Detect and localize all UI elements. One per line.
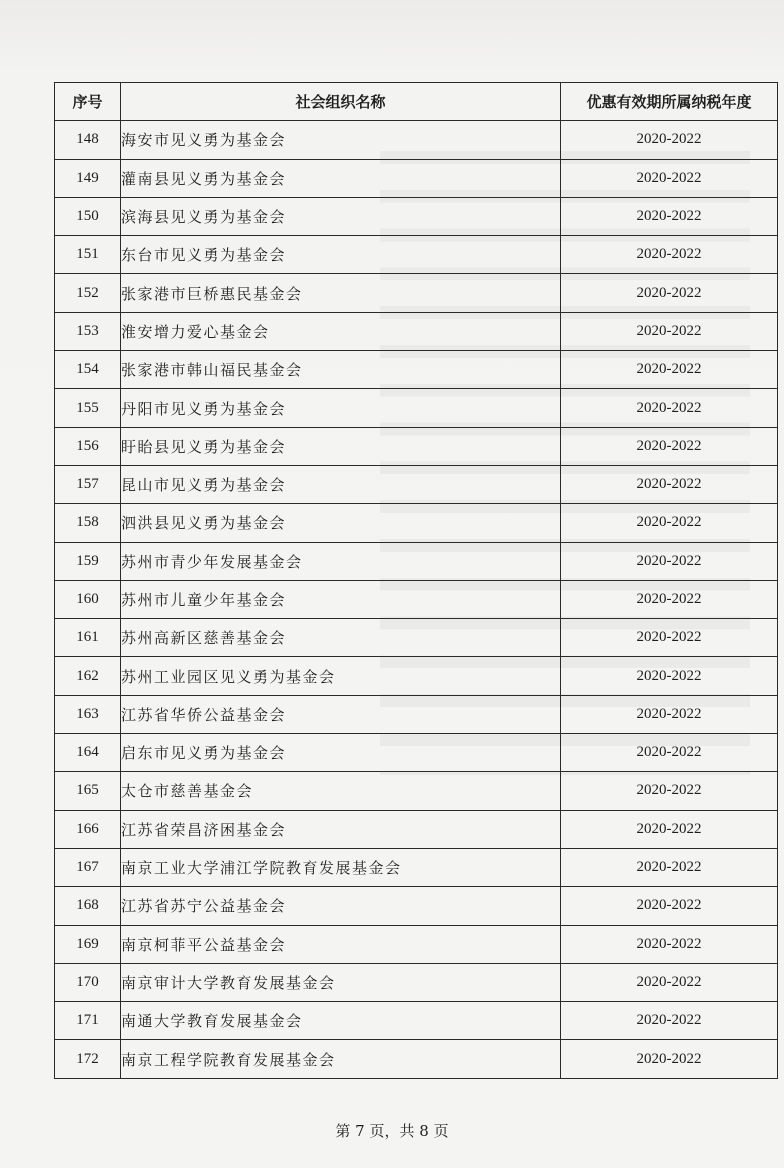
organization-name: 盱眙县见义勇为基金会 [121, 427, 561, 465]
row-index: 160 [55, 580, 121, 618]
row-index: 149 [55, 159, 121, 197]
table-row [55, 657, 778, 695]
organization-name: 灌南县见义勇为基金会 [121, 159, 561, 197]
table-row [55, 887, 778, 925]
organization-name: 南京工业大学浦江学院教育发展基金会 [121, 848, 561, 886]
tax-year-period: 2020-2022 [561, 312, 778, 350]
row-index: 165 [55, 772, 121, 810]
header-index: 序号 [55, 83, 121, 121]
tax-year-period: 2020-2022 [561, 810, 778, 848]
row-index: 156 [55, 427, 121, 465]
tax-year-period: 2020-2022 [561, 427, 778, 465]
row-index: 154 [55, 351, 121, 389]
row-index: 167 [55, 848, 121, 886]
tax-year-period: 2020-2022 [561, 887, 778, 925]
table-row [55, 389, 778, 427]
table-body [55, 121, 778, 1078]
organization-name: 泗洪县见义勇为基金会 [121, 504, 561, 542]
organization-name: 苏州市儿童少年基金会 [121, 580, 561, 618]
row-index: 170 [55, 963, 121, 1001]
row-index: 153 [55, 312, 121, 350]
tax-year-period: 2020-2022 [561, 465, 778, 503]
tax-year-period: 2020-2022 [561, 734, 778, 772]
page-footer: 第 7 页，共 8 页 [335, 1122, 449, 1140]
tax-year-period: 2020-2022 [561, 121, 778, 159]
row-index: 151 [55, 236, 121, 274]
table-row [55, 542, 778, 580]
table-row [55, 619, 778, 657]
row-index: 166 [55, 810, 121, 848]
organization-name: 滨海县见义勇为基金会 [121, 197, 561, 235]
tax-year-period: 2020-2022 [561, 197, 778, 235]
header-name: 社会组织名称 [121, 83, 561, 121]
tax-year-period: 2020-2022 [561, 351, 778, 389]
header-period: 优惠有效期所属纳税年度 [561, 83, 778, 121]
tax-year-period: 2020-2022 [561, 925, 778, 963]
organization-name: 南京审计大学教育发展基金会 [121, 963, 561, 1001]
row-index: 155 [55, 389, 121, 427]
tax-year-period: 2020-2022 [561, 580, 778, 618]
tax-year-period: 2020-2022 [561, 504, 778, 542]
tax-year-period: 2020-2022 [561, 1040, 778, 1078]
tax-year-period: 2020-2022 [561, 963, 778, 1001]
row-index: 150 [55, 197, 121, 235]
tax-year-period: 2020-2022 [561, 236, 778, 274]
organization-name: 太仓市慈善基金会 [121, 772, 561, 810]
row-index: 158 [55, 504, 121, 542]
tax-year-period: 2020-2022 [561, 274, 778, 312]
tax-year-period: 2020-2022 [561, 695, 778, 733]
organization-name: 淮安增力爱心基金会 [121, 312, 561, 350]
table-header-row [55, 83, 778, 121]
organization-name: 东台市见义勇为基金会 [121, 236, 561, 274]
table-row [55, 772, 778, 810]
organization-name: 南京工程学院教育发展基金会 [121, 1040, 561, 1078]
table-row [55, 695, 778, 733]
row-index: 161 [55, 619, 121, 657]
tax-year-period: 2020-2022 [561, 1002, 778, 1040]
row-index: 168 [55, 887, 121, 925]
organization-name: 南通大学教育发展基金会 [121, 1002, 561, 1040]
table-row [55, 504, 778, 542]
table-row [55, 121, 778, 159]
organization-name: 江苏省华侨公益基金会 [121, 695, 561, 733]
organization-name: 苏州高新区慈善基金会 [121, 619, 561, 657]
tax-year-period: 2020-2022 [561, 657, 778, 695]
organization-name: 江苏省苏宁公益基金会 [121, 887, 561, 925]
organization-name: 张家港市韩山福民基金会 [121, 351, 561, 389]
row-index: 157 [55, 465, 121, 503]
organization-name: 江苏省荣昌济困基金会 [121, 810, 561, 848]
organization-name: 海安市见义勇为基金会 [121, 121, 561, 159]
table-row [55, 159, 778, 197]
organization-name: 张家港市巨桥惠民基金会 [121, 274, 561, 312]
row-index: 171 [55, 1002, 121, 1040]
table-row [55, 925, 778, 963]
table-row [55, 465, 778, 503]
row-index: 164 [55, 734, 121, 772]
organization-name: 昆山市见义勇为基金会 [121, 465, 561, 503]
organization-name: 苏州工业园区见义勇为基金会 [121, 657, 561, 695]
row-index: 172 [55, 1040, 121, 1078]
organization-name: 丹阳市见义勇为基金会 [121, 389, 561, 427]
row-index: 148 [55, 121, 121, 159]
table-row [55, 351, 778, 389]
table-row [55, 236, 778, 274]
organization-name: 启东市见义勇为基金会 [121, 734, 561, 772]
table-row [55, 427, 778, 465]
table-row [55, 312, 778, 350]
table-row [55, 810, 778, 848]
tax-year-period: 2020-2022 [561, 159, 778, 197]
tax-year-period: 2020-2022 [561, 619, 778, 657]
table-row [55, 1040, 778, 1078]
organization-name: 南京柯菲平公益基金会 [121, 925, 561, 963]
table-row [55, 848, 778, 886]
row-index: 152 [55, 274, 121, 312]
row-index: 169 [55, 925, 121, 963]
table-row [55, 197, 778, 235]
organization-name: 苏州市青少年发展基金会 [121, 542, 561, 580]
row-index: 162 [55, 657, 121, 695]
tax-year-period: 2020-2022 [561, 542, 778, 580]
table-row [55, 734, 778, 772]
table-row [55, 963, 778, 1001]
tax-year-period: 2020-2022 [561, 389, 778, 427]
tax-year-period: 2020-2022 [561, 772, 778, 810]
tax-year-period: 2020-2022 [561, 848, 778, 886]
row-index: 159 [55, 542, 121, 580]
table-row [55, 580, 778, 618]
organization-table [54, 82, 778, 1079]
row-index: 163 [55, 695, 121, 733]
table-row [55, 274, 778, 312]
table-row [55, 1002, 778, 1040]
